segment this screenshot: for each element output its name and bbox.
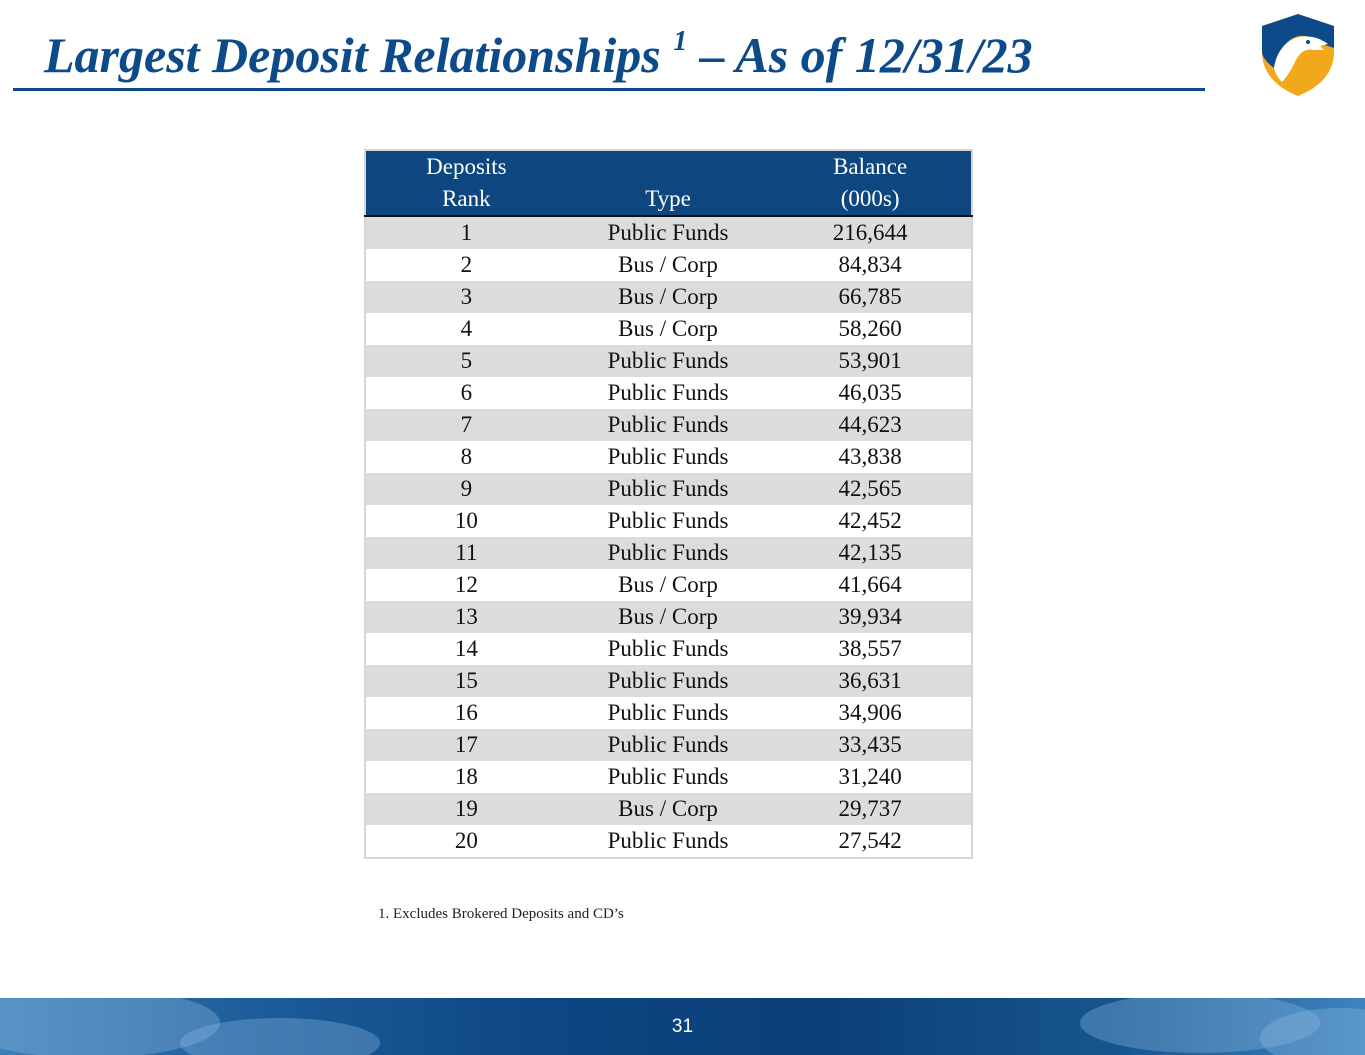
type-cell: Public Funds [567,537,770,569]
balance-cell: 43,838 [769,441,972,473]
balance-cell: 84,834 [769,249,972,281]
table-row [365,313,972,345]
table-row [365,473,972,505]
balance-cell: 58,260 [769,313,972,345]
type-cell: Public Funds [567,473,770,505]
type-cell: Public Funds [567,409,770,441]
balance-cell: 53,901 [769,345,972,377]
rank-cell: 19 [365,793,567,825]
rank-cell: 16 [365,697,567,729]
title-footnote-marker: 1 [673,26,688,58]
rank-cell: 9 [365,473,567,505]
balance-cell: 46,035 [769,377,972,409]
balance-cell: 29,737 [769,793,972,825]
table-row [365,377,972,409]
rank-cell: 15 [365,665,567,697]
balance-cell: 44,623 [769,409,972,441]
page-title [44,28,1033,83]
deposit-relationships-table [364,149,973,859]
table-row [365,505,972,537]
rank-cell: 13 [365,601,567,633]
title-underline [13,88,1205,91]
balance-cell: 27,542 [769,825,972,858]
type-cell: Bus / Corp [567,281,770,313]
rank-cell: 10 [365,505,567,537]
type-cell: Public Funds [567,633,770,665]
balance-cell: 31,240 [769,761,972,793]
balance-cell: 42,452 [769,505,972,537]
table-row [365,537,972,569]
rank-cell: 18 [365,761,567,793]
table-header-row [365,183,972,216]
type-cell: Bus / Corp [567,569,770,601]
type-cell: Public Funds [567,665,770,697]
table-row [365,697,972,729]
rank-cell: 2 [365,249,567,281]
rank-cell: 17 [365,729,567,761]
type-cell: Bus / Corp [567,313,770,345]
balance-cell: 41,664 [769,569,972,601]
type-cell: Public Funds [567,697,770,729]
type-cell: Bus / Corp [567,249,770,281]
type-cell: Public Funds [567,761,770,793]
header-balance-line1: Balance [769,150,972,183]
title-main: Largest Deposit Relationships [44,27,661,83]
rank-cell: 11 [365,537,567,569]
type-cell: Public Funds [567,377,770,409]
table-row [365,665,972,697]
type-cell: Public Funds [567,729,770,761]
rank-cell: 5 [365,345,567,377]
table-row [365,793,972,825]
table-row [365,441,972,473]
table-row [365,633,972,665]
header-type-line2: Type [567,183,770,216]
balance-cell: 216,644 [769,216,972,249]
table-row [365,345,972,377]
rank-cell: 3 [365,281,567,313]
table-row [365,825,972,858]
footnote: 1. Excludes Brokered Deposits and CD’s [378,906,624,922]
balance-cell: 38,557 [769,633,972,665]
balance-cell: 33,435 [769,729,972,761]
type-cell: Public Funds [567,345,770,377]
balance-cell: 34,906 [769,697,972,729]
rank-cell: 6 [365,377,567,409]
table-row [365,601,972,633]
balance-cell: 42,565 [769,473,972,505]
type-cell: Public Funds [567,505,770,537]
balance-cell: 42,135 [769,537,972,569]
page-number: 31 [671,1016,694,1037]
table-row [365,216,972,249]
header-rank-line2: Rank [365,183,567,216]
rank-cell: 8 [365,441,567,473]
table-header-row [365,150,972,183]
type-cell: Bus / Corp [567,793,770,825]
table-row [365,729,972,761]
eagle-shield-icon [1258,12,1338,98]
type-cell: Public Funds [567,825,770,858]
table-row [365,569,972,601]
header-balance-line2: (000s) [769,183,972,216]
header-rank-line1: Deposits [365,150,567,183]
type-cell: Public Funds [567,441,770,473]
balance-cell: 36,631 [769,665,972,697]
balance-cell: 66,785 [769,281,972,313]
rank-cell: 20 [365,825,567,858]
rank-cell: 12 [365,569,567,601]
balance-cell: 39,934 [769,601,972,633]
rank-cell: 7 [365,409,567,441]
table-row [365,409,972,441]
header-type-line1 [567,150,770,183]
title-suffix: – As of 12/31/23 [699,27,1033,83]
rank-cell: 14 [365,633,567,665]
rank-cell: 4 [365,313,567,345]
table-row [365,249,972,281]
type-cell: Public Funds [567,216,770,249]
type-cell: Bus / Corp [567,601,770,633]
table-row [365,281,972,313]
table-row [365,761,972,793]
rank-cell: 1 [365,216,567,249]
